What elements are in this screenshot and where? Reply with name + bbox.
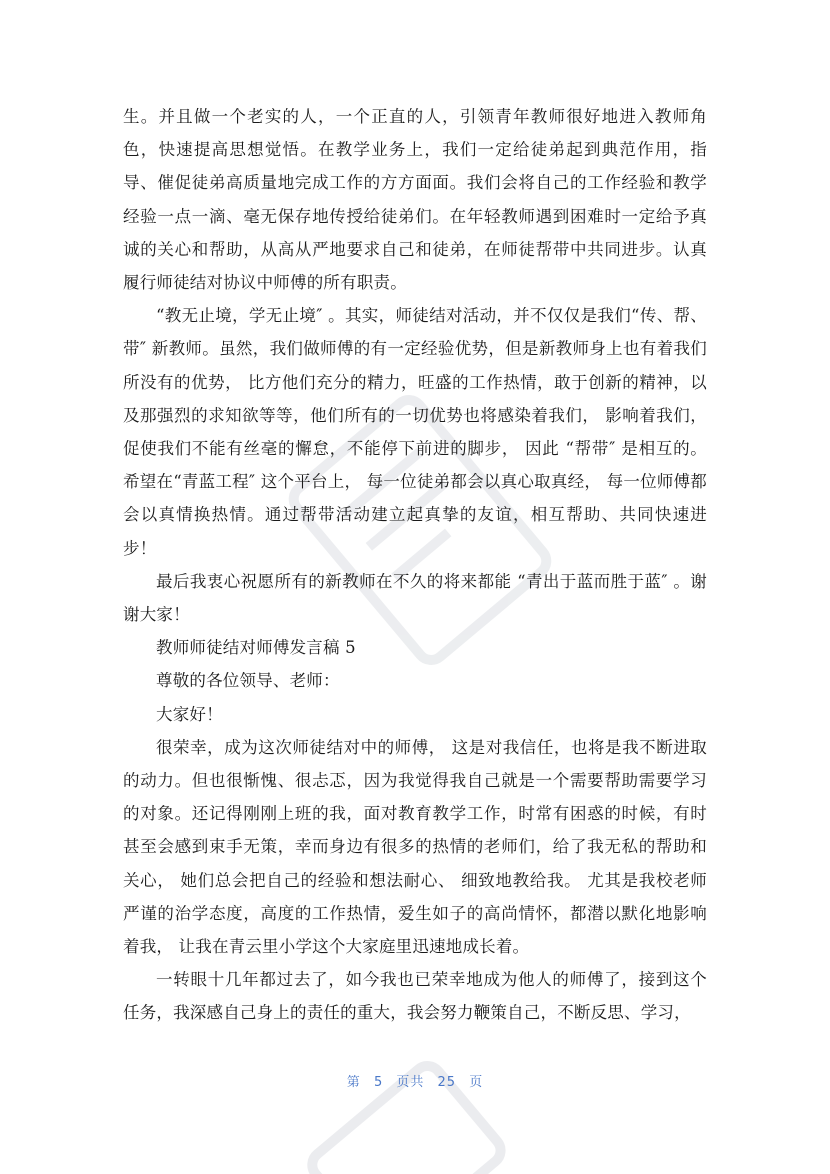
paragraph-3: 最后我衷心祝愿所有的新教师在不久的将来都能 “青出于蓝而胜于蓝″ 。谢谢大家！ — [123, 571, 707, 625]
paragraph-5: 一转眼十几年都过去了，如今我也已荣幸地成为他人的师傅了，接到这个任务，我深感自己身上的责任的重大，我会努力鞭策自己，不断反思、学习， — [123, 970, 707, 1023]
document-body — [123, 100, 707, 1030]
paragraph-1: 生。并且做一个老实的人，一个正直的人，引领青年教师很好地进入教师角色，快速提高思想觉悟。在教学业务上，我们一定给徒弟起到典范作用，指导、催促徒弟高质量地完成工作的方方面面。我们会将自己的工作经验和教学经验一点一滴、毫无保存地传授给徒弟们。在年轻教师遇到困难时一定给予真诚的关心和帮助，从高从严地要求自己和徒弟，在师徒帮带中共同进步。认真履行师徒结对协议中师傅的所有职责。 — [123, 107, 707, 293]
footer-suffix: 页 — [469, 1075, 484, 1090]
paragraph-2: “教无止境，学无止境″ 。其实，师徒结对活动，并不仅仅是我们“传、帮、带″ 新教师。虽然，我们做师傅的有一定经验优势，但是新教师身上也有着我们所没有的优势， 比方他们充分的精力，旺盛的工作热情，敢于创新的精神，以及那强烈的求知欲等等，他们所有的一切优势也将感染着我们， 影响着我们，促使我们不能有丝毫的懈怠，不能停下前进的脚步， 因此 “帮带″ 是相互的。 希望在“青蓝工程″ 这个平台上， 每一位徒弟都会以真心取真经， 每一位师傅都会以真情换热情。通过帮带活动建立起真挚的友谊，相互帮助、共同快速进步！ — [123, 306, 707, 558]
page-footer — [0, 1071, 830, 1090]
footer-total-pages: 25 — [437, 1075, 457, 1090]
section-title: 教师师徒结对师傅发言稿 5 — [156, 638, 356, 658]
salutation: 尊敬的各位领导、老师： — [156, 671, 340, 691]
footer-prefix: 第 — [346, 1075, 361, 1090]
paragraph-4: 很荣幸，成为这次师徒结对中的师傅， 这是对我信任，也将是我不断进取的动力。但也很惭愧、很忐忑，因为我觉得我自己就是一个需要帮助需要学习的对象。还记得刚刚上班的我，面对教育教学工作，时常有困惑的时候，有时甚至会感到束手无策，幸而身边有很多的热情的老师们，给了我无私的帮助和关心， 她们总会把自己的经验和想法耐心、 细致地教给我。 尤其是我校老师严谨的治学态度，高度的工作热情，爱生如子的高尚情怀，都潜以默化地影响着我， 让我在青云里小学这个大家庭里迅速地成长着。 — [123, 737, 707, 957]
greeting: 大家好！ — [156, 704, 223, 724]
footer-current-page: 5 — [373, 1075, 384, 1090]
footer-middle: 页共 — [396, 1075, 425, 1090]
